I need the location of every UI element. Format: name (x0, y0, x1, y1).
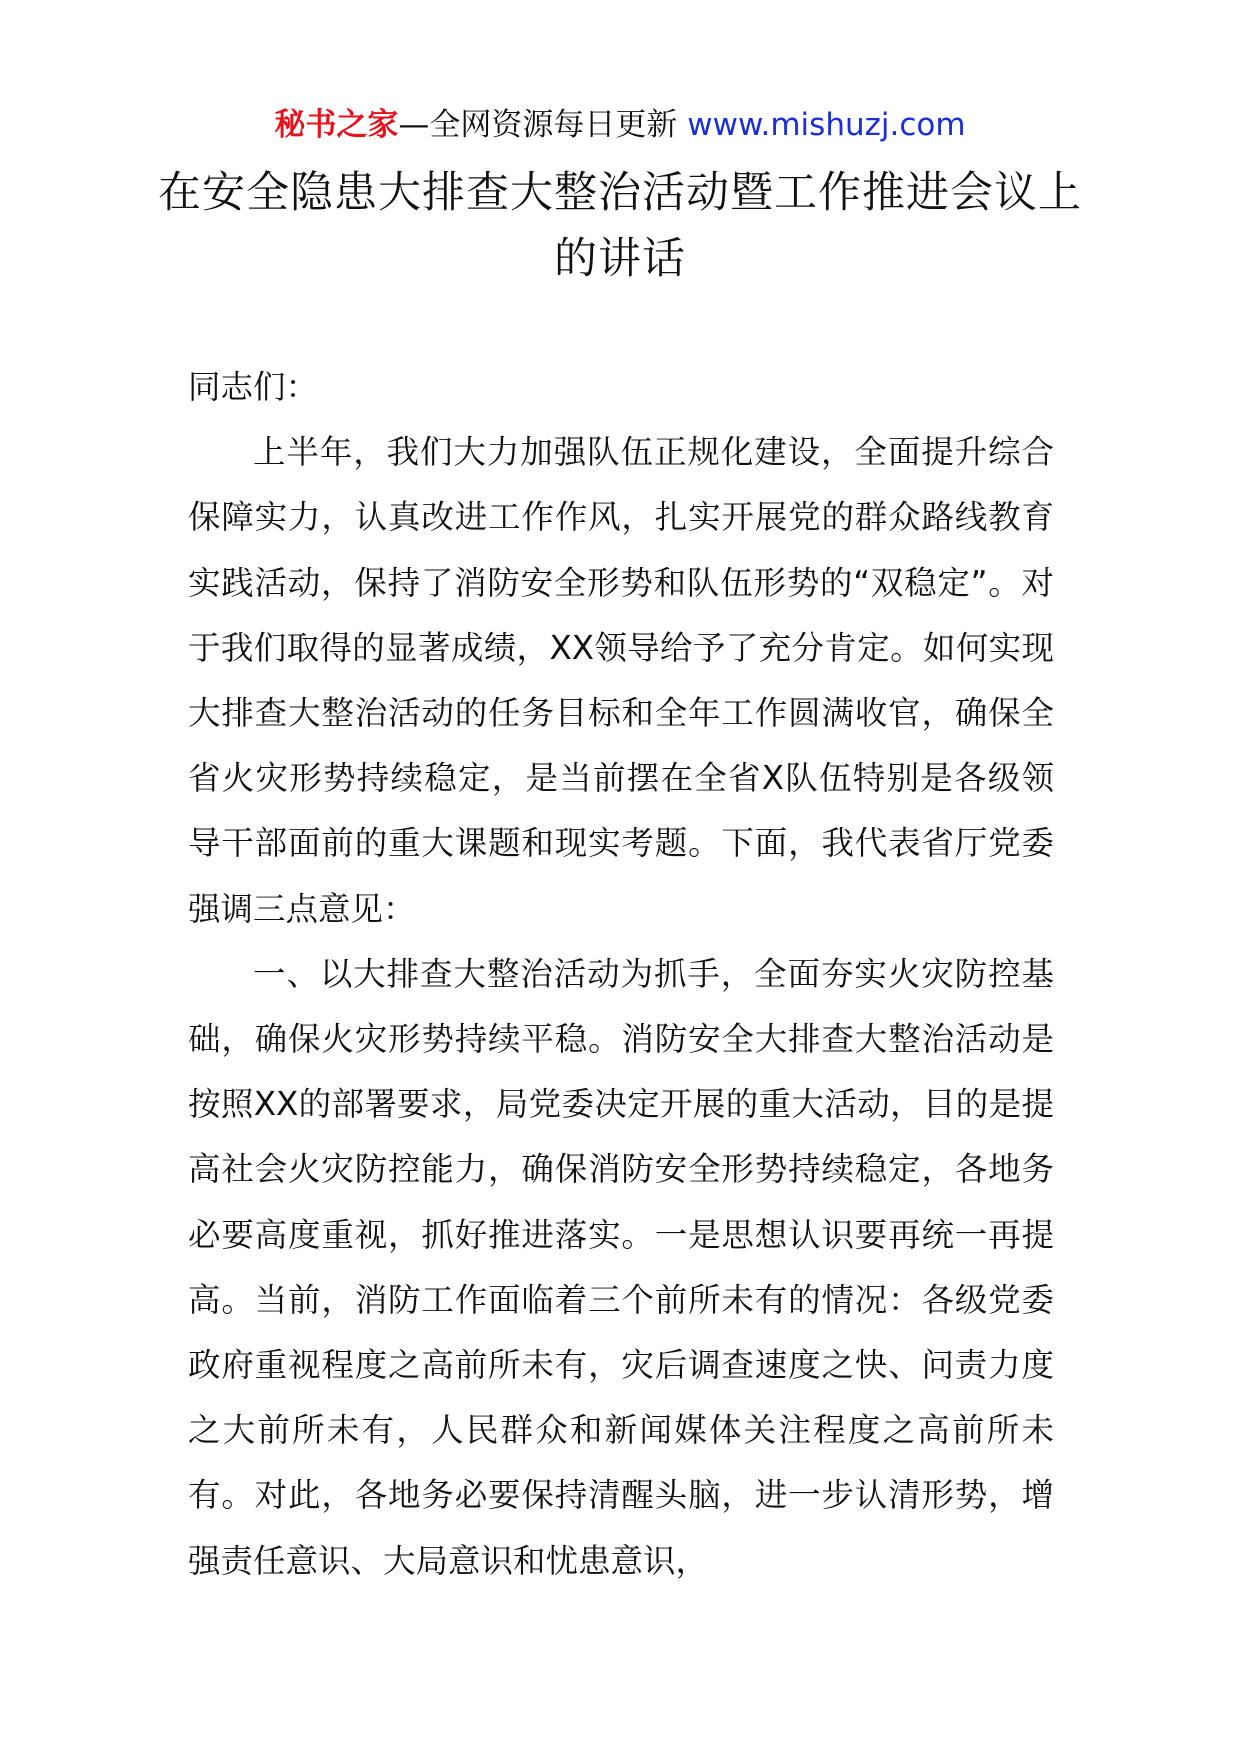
section-heading: 一、以大排查大整治活动为抓手，全面夯实火灾防控基础，确保火灾形势持续平稳。 (188, 954, 1054, 1059)
site-url-link[interactable]: www.mishuzj.com (687, 107, 966, 143)
header-tagline: —全网资源每日更新 (398, 107, 678, 143)
section-body: 消防安全大排查大整治活动是按照XX的部署要求，局党委决定开展的重大活动，目的是提高社会火灾防控能力，确保消防安全形势持续稳定，各地务必要高度重视，抓好推进落实。一是思想认识要再统一再提高。当前，消防工作面临着三个前所未有的情况：各级党委政府重视程度之高前所未有，灾后调查速度之快、问责力度之大前所未有，人民群众和新闻媒体关注程度之高前所未有。对此，各地务必要保持清醒头脑，进一步认清形势，增强责任意识、大局意识和忧患意识， (188, 1020, 1054, 1580)
site-header (0, 100, 1240, 150)
section-paragraph (188, 942, 1054, 1594)
document-title: 在安全隐患大排查大整治活动暨工作推进会议上的讲话 (158, 168, 1082, 284)
salutation: 同志们： (188, 368, 319, 406)
brand-name: 秘书之家 (274, 107, 399, 143)
document-body (188, 355, 1054, 1594)
paragraph: 上半年，我们大力加强队伍正规化建设，全面提升综合保障实力，认真改进工作作风，扎实开展党的群众路线教育实践活动，保持了消防安全形势和队伍形势的“双稳定”。对于我们取得的显著成绩，XX领导给予了充分肯定。如何实现大排查大整治活动的任务目标和全年工作圆满收官，确保全省火灾形势持续稳定，是当前摆在全省X队伍特别是各级领导干部面前的重大课题和现实考题。下面，我代表省厅党委强调三点意见： (188, 433, 1054, 928)
